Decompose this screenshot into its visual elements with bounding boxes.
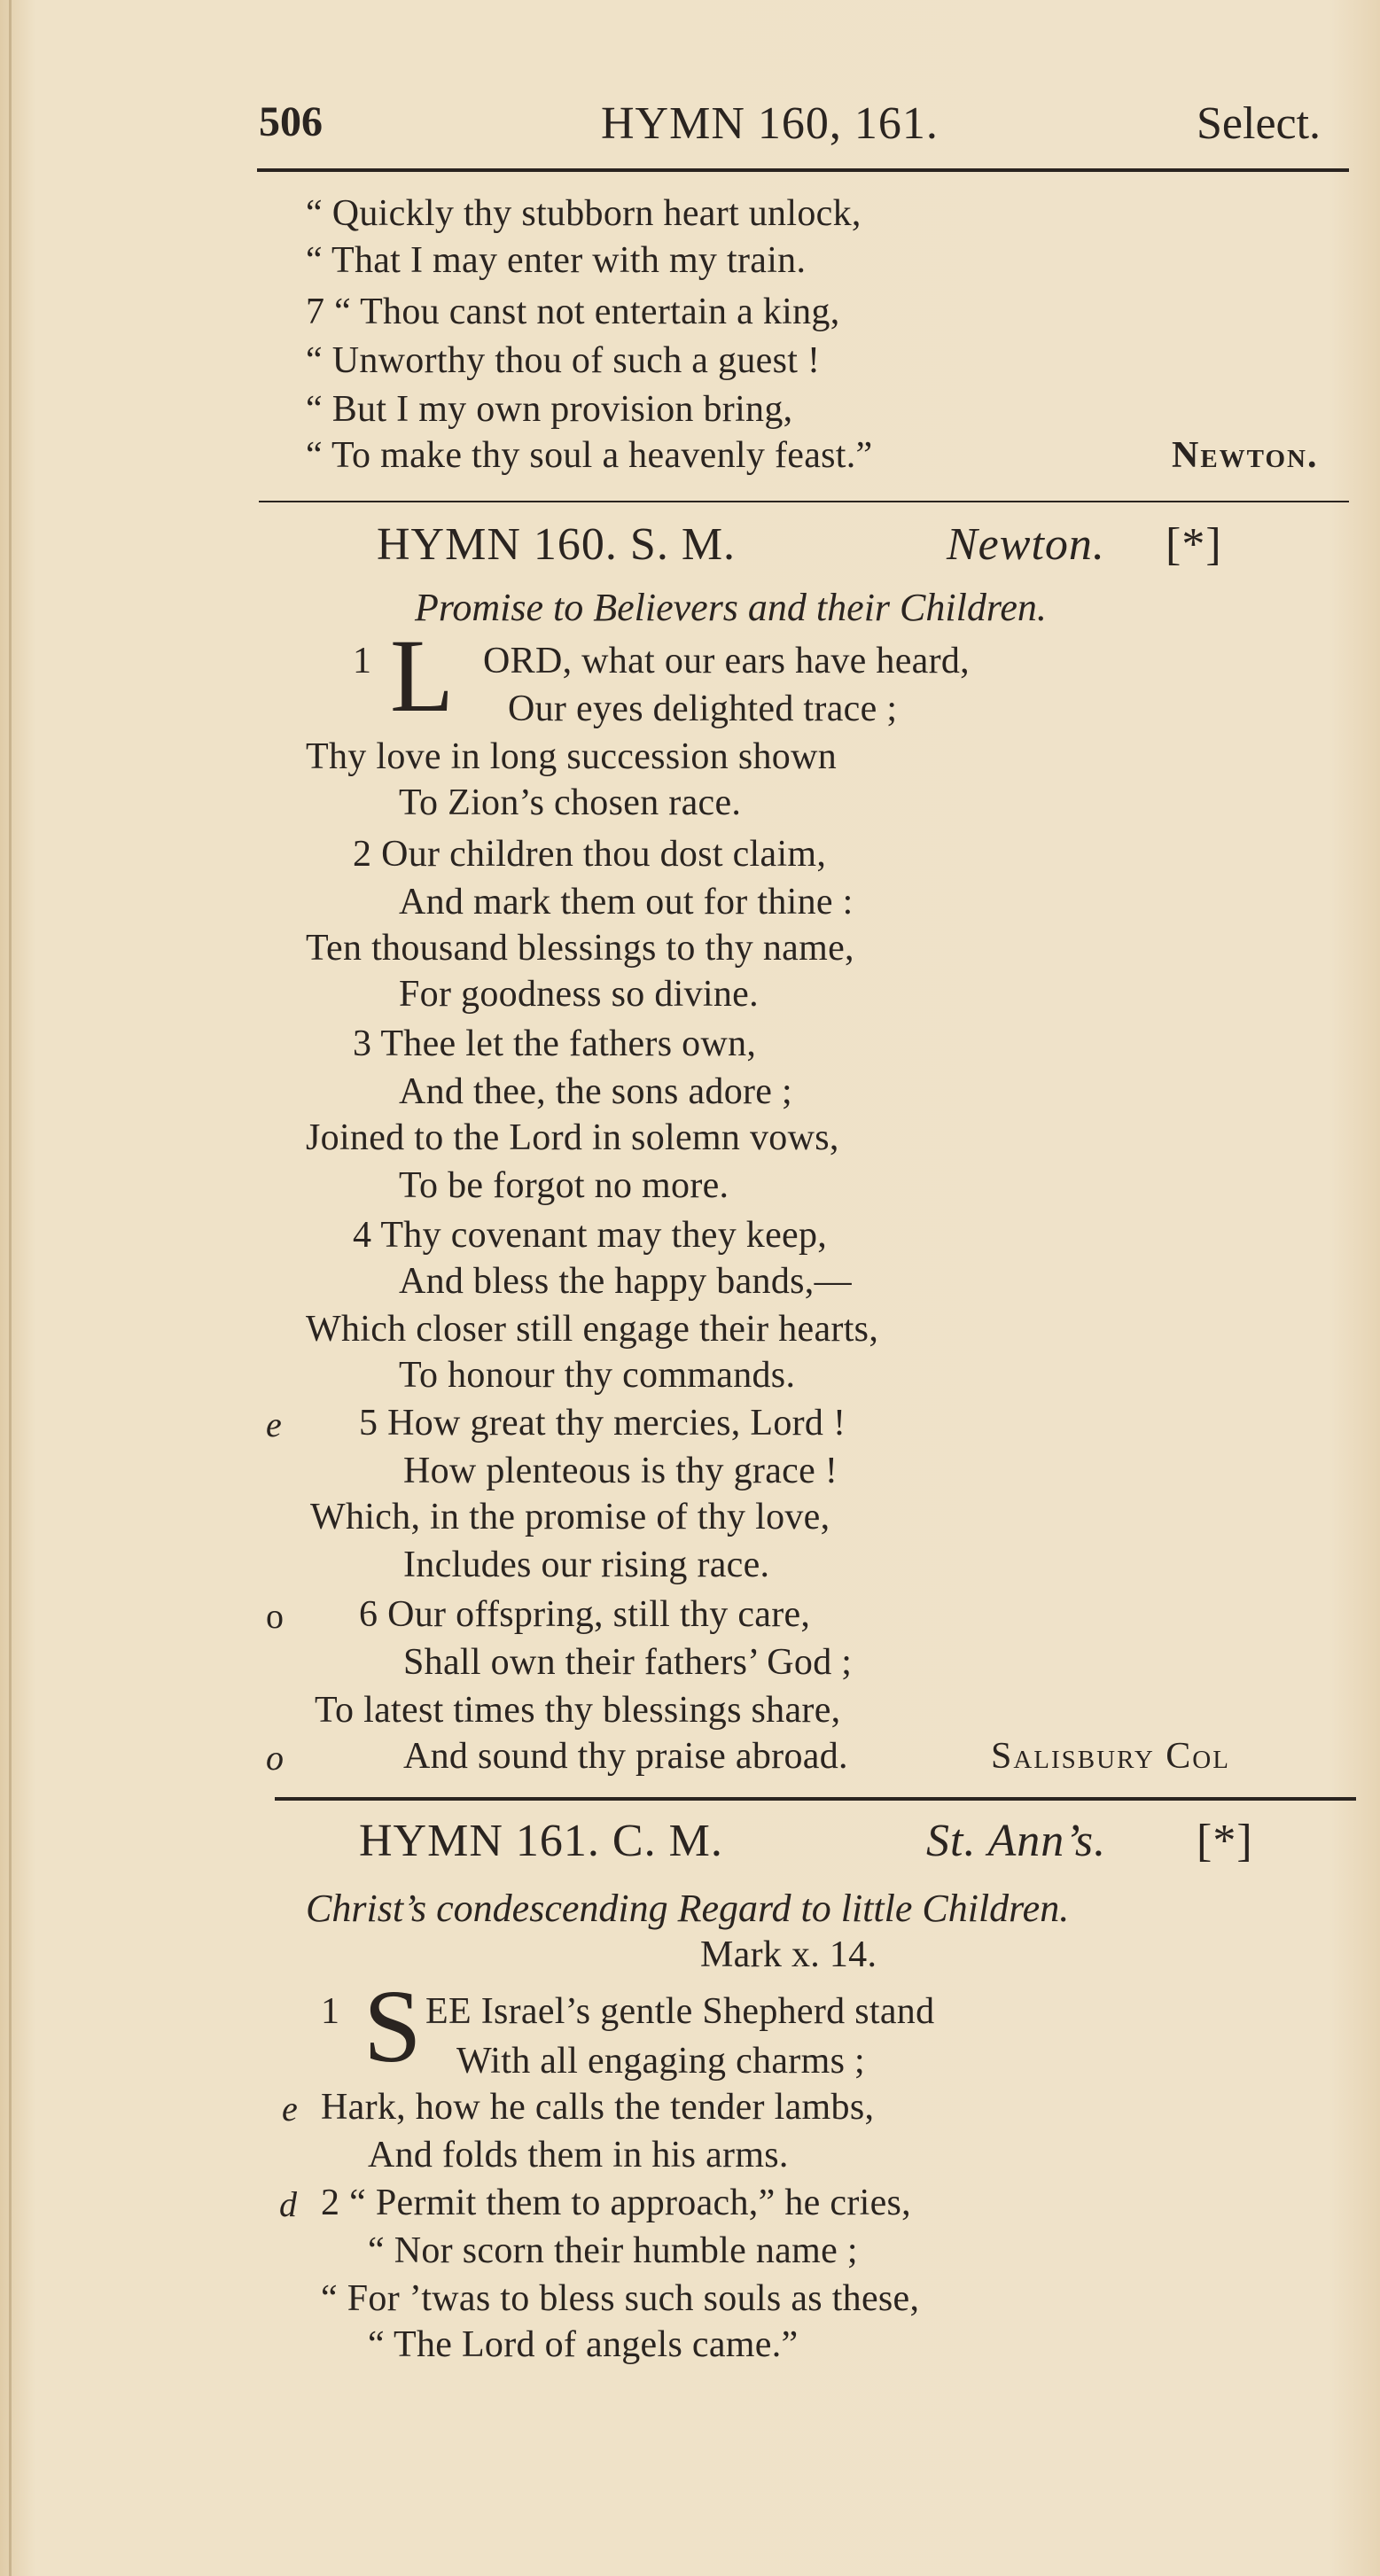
verse-line: With all engaging charms ;: [456, 2041, 865, 2082]
verse-line: Hark, how he calls the tender lambs,: [321, 2087, 875, 2128]
hymn-subtitle: Christ’s condescending Regard to little Children.: [306, 1887, 1070, 1930]
hymn-divider: [259, 501, 1349, 502]
verse-line: 3 Thee let the fathers own,: [353, 1023, 757, 1064]
verse-line: To latest times thy blessings share,: [315, 1690, 841, 1731]
margin-mark: o: [266, 1596, 284, 1636]
verse-line: Shall own their fathers’ God ;: [403, 1642, 853, 1683]
verse-line: 4 Thy covenant may they keep,: [353, 1215, 828, 1256]
hymn-subtitle: Promise to Believers and their Children.: [415, 586, 1047, 629]
verse-line: Ten thousand blessings to thy name,: [306, 928, 854, 969]
page-number: 506: [259, 98, 323, 145]
verse-line: “ The Lord of angels came.”: [368, 2324, 799, 2365]
verse-line: 7 “ Thou canst not entertain a king,: [306, 292, 840, 332]
verse-line: To honour thy commands.: [399, 1355, 796, 1396]
verse-line: Our eyes delighted trace ;: [508, 689, 898, 729]
scripture-reference: Mark x. 14.: [700, 1934, 877, 1975]
verse-line: Which closer still engage their hearts,: [306, 1309, 879, 1350]
verse-line: To be forgot no more.: [399, 1165, 729, 1206]
verse-line: “ To make thy soul a heavenly feast.”: [306, 435, 873, 476]
verse-line: 5 How great thy mercies, Lord !: [359, 1403, 846, 1444]
hymn-mark: [*]: [1166, 519, 1222, 570]
hymn-mark: [*]: [1197, 1816, 1253, 1866]
verse-number: 1: [353, 641, 372, 681]
verse-line: Includes our rising race.: [403, 1545, 770, 1585]
verse-line: 2 Our children thou dost claim,: [353, 834, 827, 875]
margin-mark: o: [266, 1738, 284, 1778]
header-rule: [257, 168, 1349, 172]
margin-mark: e: [266, 1405, 282, 1444]
verse-line: “ Nor scorn their humble name ;: [368, 2230, 858, 2271]
tune-name: Newton.: [947, 519, 1105, 570]
verse-line: To Zion’s chosen race.: [399, 782, 742, 823]
verse-line: 6 Our offspring, still thy care,: [359, 1594, 811, 1635]
tune-name: St. Ann’s.: [926, 1816, 1107, 1866]
verse-number: 1: [321, 1991, 340, 2032]
author-credit: Newton.: [1172, 435, 1319, 476]
verse-line: “ But I my own provision bring,: [306, 389, 793, 430]
verse-line: And sound thy praise abroad.: [403, 1736, 848, 1777]
drop-cap: S: [363, 1968, 422, 2084]
section-label: Select.: [1197, 98, 1322, 149]
verse-line: “ Quickly thy stubborn heart unlock,: [306, 193, 862, 234]
verse-line: “ Unworthy thou of such a guest !: [306, 340, 821, 381]
verse-line: “ For ’twas to bless such souls as these,: [321, 2278, 920, 2319]
drop-cap: L: [390, 618, 455, 734]
verse-line: And bless the happy bands,—: [399, 1261, 852, 1302]
hymn-title: HYMN 161. C. M.: [359, 1816, 723, 1866]
verse-line: ORD, what our ears have heard,: [483, 641, 970, 681]
margin-mark: e: [282, 2089, 298, 2129]
margin-mark: d: [279, 2184, 297, 2224]
verse-line: 2 “ Permit them to approach,” he cries,: [321, 2183, 911, 2223]
verse-line: How plenteous is thy grace !: [403, 1451, 838, 1491]
hymn-title: HYMN 160. S. M.: [377, 519, 737, 570]
source-credit: Salisbury Col: [991, 1736, 1230, 1777]
page-edge: [9, 0, 12, 2576]
verse-line: Which, in the promise of thy love,: [310, 1497, 830, 1537]
verse-line: And thee, the sons adore ;: [399, 1071, 793, 1112]
verse-line: EE Israel’s gentle Shepherd stand: [425, 1991, 935, 2032]
verse-line: For goodness so divine.: [399, 974, 759, 1015]
verse-line: “ That I may enter with my train.: [306, 240, 807, 281]
verse-line: And mark them out for thine :: [399, 882, 854, 922]
verse-line: Thy love in long succession shown: [306, 736, 838, 777]
hymn-divider: [275, 1797, 1356, 1801]
verse-line: Joined to the Lord in solemn vows,: [306, 1117, 839, 1158]
verse-line: And folds them in his arms.: [368, 2135, 789, 2175]
running-title: HYMN 160, 161.: [601, 98, 939, 149]
